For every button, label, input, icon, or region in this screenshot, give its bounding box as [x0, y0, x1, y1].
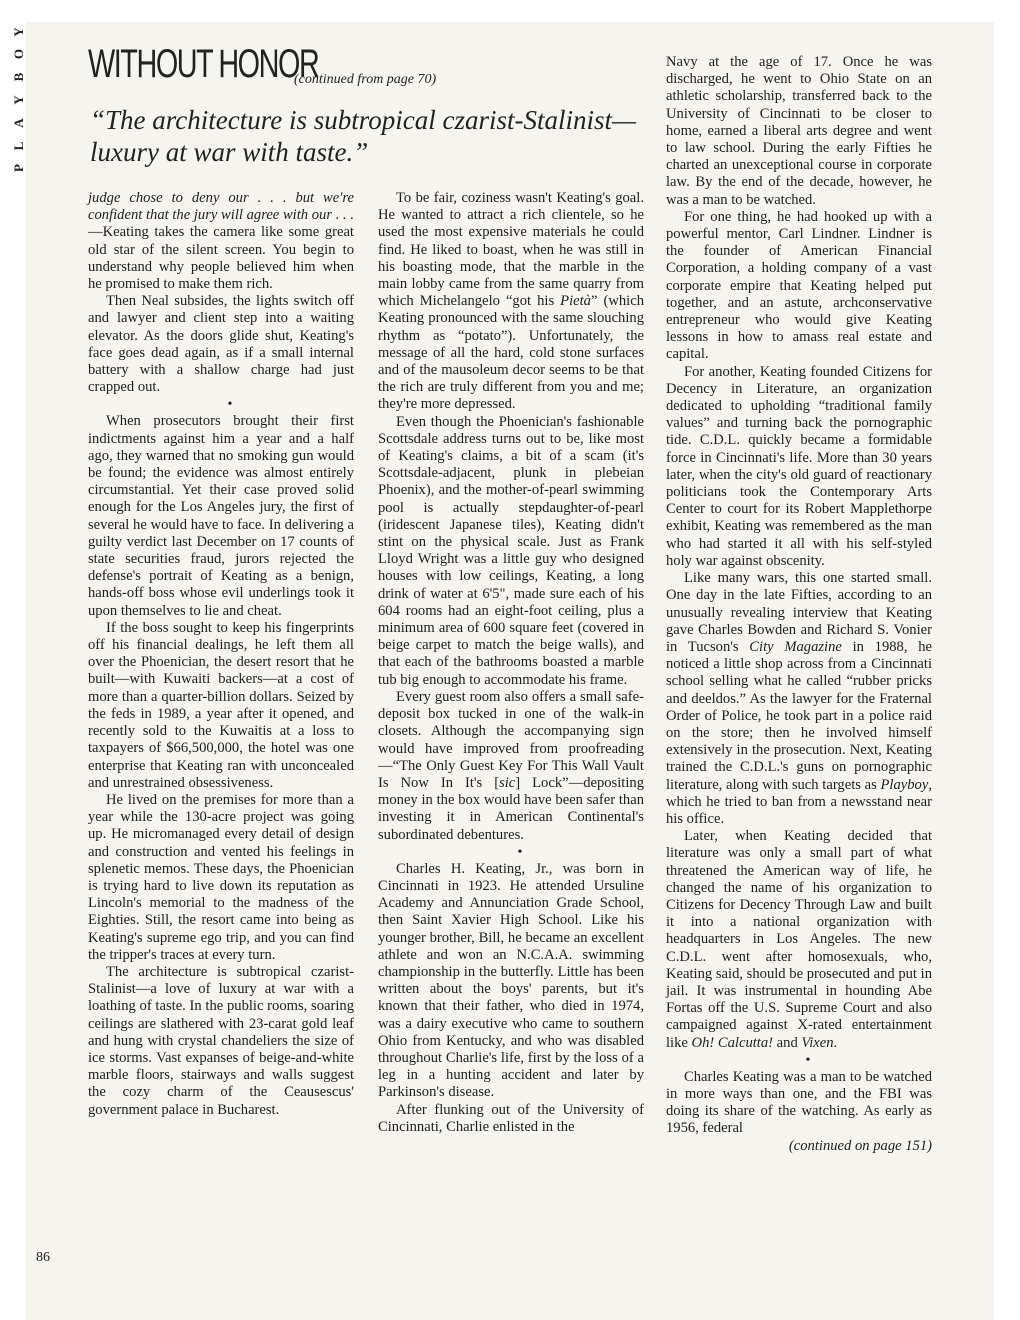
- continued-from-label: (continued from page 70): [294, 72, 437, 87]
- article-title: WITHOUT HONOR: [88, 42, 319, 86]
- paragraph-text: ” (which Keating pronounced with the same slouching rhythm as “potato”). Unfortunately, the message of all the hard, cold stone surfaces and of the mausoleum decor seems to be that the rich are truly different from you and me; they're more depressed.: [378, 293, 644, 413]
- paragraph: Navy at the age of 17. Once he was discharged, he went to Ohio State on an athletic scholarship, transferred back to the University of Cincinnati to be closer to home, earned a liberal arts degree and went to law school. During the early Fifties he charted an unexceptional course in corporate law. By the end of the decade, however, he was a man to be watched.: [666, 54, 932, 208]
- paragraph-text: Like many wars, this one started small. One day in the late Fifties, according to an unusually revealing interview that Keating gave Charles Bowden and Richard S. Vonier in Tucson's: [666, 570, 932, 655]
- paragraph-text: Later, when Keating decided that literature was only a small part of what threatened the American way of life, he changed the name of his organization to Citizens for Decency Through Law and built it into a national organization with headquarters in Los Angeles. The new C.D.L. went after homosexuals, who, Keating said, should be prosecuted and put in jail. It was instrumental in hounding Abe Fortas off the U.S. Supreme Court and also campaigned against X-rated entertainment like: [666, 828, 932, 1051]
- paragraph: Even though the Phoenician's fashionable Scottsdale address turns out to be, like most of Keating's claims, a bit of a scam (it's Scottsdale-adjacent, plunk in plebeian Phoenix), and the mother-of-pearl swimming pool is actually stepdaughter-of-pearl (iridescent Japanese tiles), Keating didn't stint on the physical scale. Just as Frank Lloyd Wright was a little guy who designed houses with low ceilings, Keating, a long drink of water at 6'5", made sure each of his 604 rooms had an eight-foot ceiling, plus a minimum area of 600 square feet (covered in beige carpet to match the beige walls), and that each of the bathrooms boasted a marble tub big enough to accommodate his frame.: [378, 413, 644, 688]
- text-column-1: [88, 190, 354, 1119]
- section-break-bullet: •: [517, 844, 523, 860]
- section-break-bullet: •: [805, 1052, 811, 1068]
- paragraph: [88, 190, 354, 293]
- magazine-title: City Magazine: [749, 638, 842, 655]
- masthead-letter: L: [11, 141, 26, 151]
- paragraph: [378, 689, 644, 844]
- pull-quote: “The architecture is subtropical czarist-Stalinist— luxury at war with taste.”: [90, 105, 636, 167]
- paragraph-text: ] Lock”—depositing money in the box would have been safer than investing it in American Continental's subordinated debentures.: [378, 774, 644, 843]
- paragraph-text: —Keating takes the camera like some great old star of the silent screen. You begin to understand why people believed him when he promised to make them rich.: [88, 224, 354, 293]
- paragraph: He lived on the premises for more than a year while the 130-acre project was going up. He micromanaged every detail of design and construction and vented his feelings in splenetic memos. These days, the Phoenician is trying hard to live down its reputation as Lincoln's memorial to the madness of the Eighties. Still, the resort came into being as Keating's supreme ego trip, and you can find the tripper's traces at every turn.: [88, 791, 354, 963]
- paragraph: Then Neal subsides, the lights switch off and lawyer and client step into a waiting elevator. As the doors glide shut, Keating's face goes dead again, as if a small internal battery with a shallow charge had just crapped out.: [88, 293, 354, 396]
- article-header: [88, 44, 658, 94]
- paragraph: For another, Keating founded Citizens for Decency in Literature, an organization dedicated to upholding “traditional family values” and turning back the pornographic tide. C.D.L. quickly became a formidable force in Cincinnati's life. More than 30 years later, when the city's old guard of reactionary politicians took the Contemporary Arts Center to court for its Robert Mapplethorpe exhibit, Keating was remembered as the man who had started it all with his self-styled holy war against obscenity.: [666, 363, 932, 569]
- paragraph-text: and: [773, 1034, 802, 1051]
- quoted-speech: judge chose to deny our . . . but we're confident that the jury will agree with our . . .: [88, 190, 354, 224]
- paragraph: Charles Keating was a man to be watched in more ways than one, and the FBI was doing its share of the watching. As early as 1956, federal: [666, 1068, 932, 1137]
- sic-marker: sic: [499, 774, 516, 791]
- playboy-vertical-masthead: [0, 22, 40, 222]
- magazine-title: Playboy: [880, 776, 929, 793]
- section-break-bullet: •: [227, 397, 233, 413]
- paragraph: If the boss sought to keep his fingerprints off his financial dealings, he left them all over the Phoenician, the desert resort that he built—with Kuwaiti backers—at a cost of more than a quarter-billion dollars. Seized by the feds in 1989, a year after it opened, and recently sold to the Kuwaitis at a loss to taxpayers of $66,500,000, the hotel was one enterprise that Keating ran with unconcealed and unrestrained obsessiveness.: [88, 619, 354, 791]
- masthead-letter: P: [11, 164, 26, 172]
- paragraph: Charles H. Keating, Jr., was born in Cincinnati in 1923. He attended Ursuline Academy and Annunciation Grade School, then Saint Xavier High School. Like his younger brother, Bill, he became an excellent athlete and won an N.C.A.A. swimming championship in the butterfly. Little has been written about the boys' parents, but it's known that their father, who died in 1974, was a dairy executive who came to southern Ohio from Kentucky, and who was disabled throughout Charlie's life, first by the loss of a leg in a hunting accident and later by Parkinson's disease.: [378, 860, 644, 1101]
- paragraph-text: in 1988, he noticed a little shop across from a Cincinnati school selling what he called “rubber pricks and deeldos.” As the lawyer for the Fraternal Order of Police, he took part in a police raid on the store; then he involved himself extensively in the prosecution. Next, Keating trained the C.D.L.'s guns on pornographic literature, along with such targets as: [666, 638, 932, 793]
- paragraph-text: Every guest room also offers a small safe-deposit box tucked in one of the walk-in closets. Although the accompanying sign would have improved from proofreading—“The Only Guest Key For This Wall Vault Is Now In It's [: [378, 688, 644, 791]
- masthead-letter: B: [11, 72, 26, 82]
- paragraph: [666, 828, 932, 1052]
- masthead-letter: Y: [11, 27, 26, 37]
- masthead-letter: A: [11, 118, 26, 128]
- film-title: Vixen: [801, 1034, 834, 1051]
- paragraph: After flunking out of the University of Cincinnati, Charlie enlisted in the: [378, 1101, 644, 1135]
- paragraph: The architecture is subtropical czarist-Stalinist—a love of luxury at war with a loathing of taste. In the public rooms, soaring ceilings are slathered with 23-carat gold leaf and hung with crystal chandeliers the size of ice storms. Vast expanses of beige-and-white marble floors, stairways and walls suggest the cozy charm of the Ceausescus' government palace in Bucharest.: [88, 963, 354, 1118]
- masthead-letter: Y: [11, 95, 26, 105]
- text-column-2: [378, 190, 644, 1136]
- paragraph-text: , which he tried to ban from a newsstand near his office.: [666, 776, 932, 827]
- continued-on-label: (continued on page 151): [788, 1137, 932, 1154]
- text-column-3: [666, 54, 932, 1264]
- paragraph: [378, 190, 644, 414]
- show-title: Oh! Calcutta!: [691, 1034, 774, 1051]
- paragraph-text: To be fair, coziness wasn't Keating's goal. He wanted to attract a rich clientele, so he used the most expensive materials he could find. He liked to boast, when he was still in his boasting mode, that the marble in the main lobby came from the same quarry from which Michelangelo “got his: [378, 190, 644, 310]
- masthead-letter: O: [11, 48, 26, 60]
- paragraph: For one thing, he had hooked up with a powerful mentor, Carl Lindner. Lindner is the founder of American Financial Corporation, a holding company of a vast corporate empire that Keating helped put together, and an astute, archconservative entrepreneur who would give Keating lessons in how to amass real estate and capital.: [666, 208, 932, 363]
- paragraph-text: .: [833, 1034, 838, 1051]
- paragraph: When prosecutors brought their first indictments against him a year and a half ago, they warned that no smoking gun would be found; the evidence was almost entirely circumstantial. Yet their case proved solid enough for the Los Angeles jury, the first of several he would have to face. In delivering a guilty verdict last December on 17 counts of state securities fraud, jurors rejected the defense's portrait of Keating as a benign, hands-off boss whose evil underlings took it upon themselves to lie and cheat.: [88, 413, 354, 619]
- paragraph: [666, 570, 932, 828]
- page-number: 86: [36, 1250, 50, 1265]
- artwork-title: Pietà: [560, 293, 591, 310]
